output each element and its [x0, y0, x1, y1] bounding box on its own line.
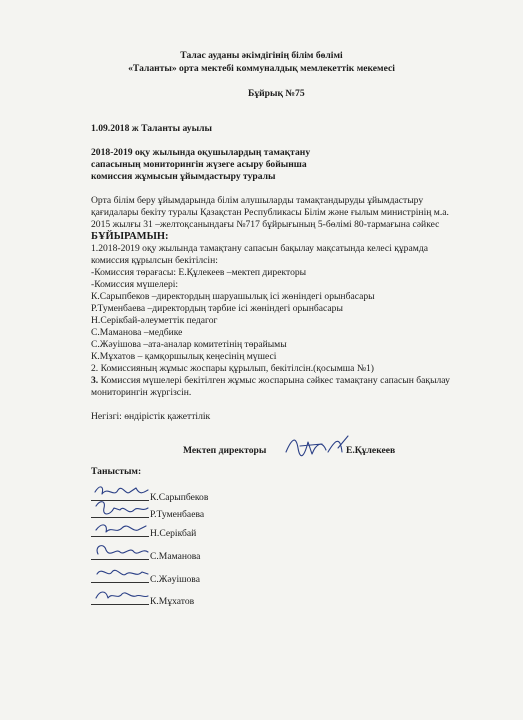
director-title: Мектеп директоры	[183, 445, 267, 456]
preamble-line-3: 2015 жылғы 31 –желтоқсанындағы №717 бұйрығының 5-бөлімі 80-тармағына сәйкес	[91, 219, 440, 230]
body-line-6: Р.Туменбаева –директордың тәрбие ісі жөніндегі орынбасары	[91, 303, 343, 314]
item-3-line-2: мониторингін жүргізсін.	[91, 387, 192, 398]
signature-scribble	[92, 586, 150, 606]
signer-name: Р.Туменбаева	[150, 509, 205, 520]
item-3-line-1	[91, 375, 450, 386]
signer-name: С.Жәуішова	[150, 574, 200, 585]
signer-name: К.Мұхатов	[150, 596, 195, 607]
body-line-3: -Комиссия төрағасы: Е.Құлекеев –мектеп директоры	[91, 267, 307, 278]
acquainted-label: Таныстым:	[91, 466, 142, 477]
preamble-line-2: қағидалары бекіту туралы Қазақстан Республикасы Білім және ғылым министрінің м.а.	[91, 207, 449, 218]
order-word: БҰЙЫРАМЫН:	[91, 231, 169, 242]
director-name: Е.Құлекеев	[346, 445, 396, 456]
basis: Негізгі: өндірістік қажеттілік	[91, 411, 211, 422]
preamble-line-1: Орта білім беру ұйымдарында білім алушыларды тамақтандыруды ұйымдастыру	[91, 195, 424, 206]
subject-line-2: сапасының мониторингін жүзеге асыру бойынша	[91, 159, 307, 170]
subject-line-3: комиссия жұмысын ұйымдастыру туралы	[91, 171, 276, 182]
body-line-5: К.Сарыпбеков –директордың шаруашылық ісі жөніндегі орынбасары	[91, 291, 375, 302]
subject-line-1: 2018-2019 оқу жылында оқушылардың тамақтану	[91, 147, 311, 158]
signature-scribble	[92, 540, 150, 562]
signature-scribble	[92, 564, 150, 584]
header-school: «Таланты» орта мектебі коммуналдық мемлекеттік мекемесі	[128, 63, 395, 74]
item-3-number: 3.	[91, 375, 99, 386]
body-line-2: комиссия құрылсын бекітілсін:	[91, 255, 218, 266]
signature-scribble	[92, 518, 150, 538]
director-signature	[282, 430, 352, 464]
body-line-10: К.Мұхатов – қамқоршылық кеңесінің мүшесі	[91, 351, 277, 362]
header-department: Талас ауданы әкімдігінің білім бөлімі	[180, 50, 343, 61]
body-line-8: С.Маманова –медбике	[91, 327, 183, 338]
signer-name: С.Маманова	[150, 551, 201, 562]
body-line-9: С.Жәуішова –ата-аналар комитетінің төрайымы	[91, 339, 287, 350]
body-line-4: -Комиссия мүшелері:	[91, 279, 179, 290]
body-line-11: 2. Комиссияның жұмыс жоспары құрылып, бекітілсін.(қосымша №1)	[91, 363, 374, 374]
body-line-7: Н.Серікбай-әлеуметтік педагог	[91, 315, 218, 326]
body-line-1: 1.2018-2019 оқу жылында тамақтану сапасын бақылау мақсатында келесі құрамда	[91, 243, 428, 254]
order-title: Бұйрық №75	[248, 88, 305, 99]
signer-name: К.Сарыпбеков	[150, 492, 209, 503]
signer-name: Н.Серікбай	[150, 528, 197, 539]
item-3-text: Комиссия мүшелері бекітілген жұмыс жоспарына сәйкес тамақтану сапасын бақылау	[98, 375, 450, 386]
date-place: 1.09.2018 ж Таланты ауылы	[91, 123, 212, 134]
signature-scribble	[92, 498, 150, 520]
